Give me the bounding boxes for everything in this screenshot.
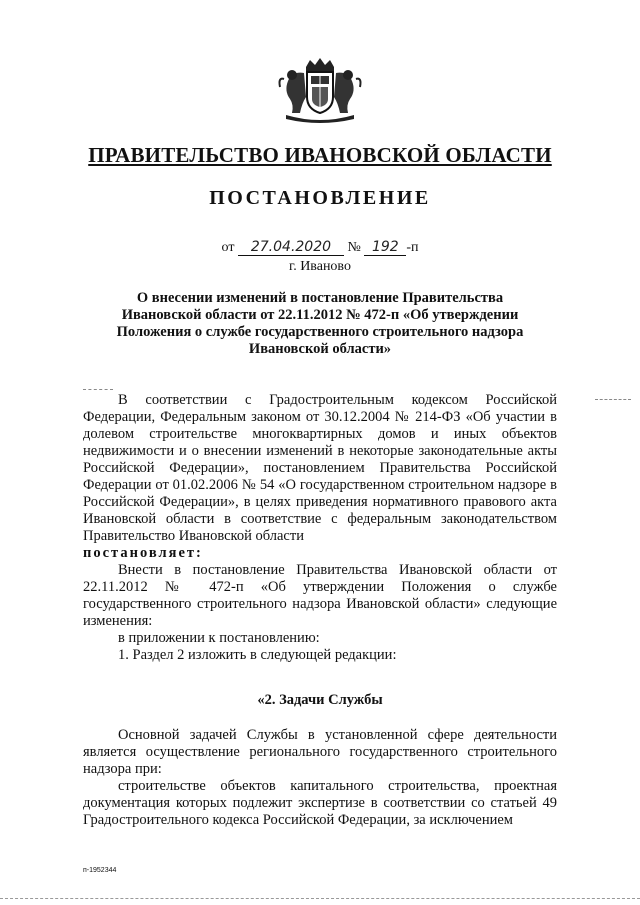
dateline (0, 240, 640, 256)
document-title: О внесении изменений в постановление Правительства Ивановской области от 22.11.2012 № 472-п «Об утверждении Положения о службе государственного строительного надзора Ивановской области» (116, 290, 524, 357)
scan-artifact-dash-bottom (0, 898, 640, 899)
document-type: ПОСТАНОВЛЕНИЕ (209, 187, 431, 209)
scan-artifact-dash-right (595, 399, 631, 400)
handwritten-number: 192 (364, 240, 406, 256)
handwritten-date: 27.04.2020 (238, 240, 344, 256)
paragraph-keyword (83, 545, 557, 562)
paragraph-preamble (83, 392, 557, 545)
city-name: г. Иваново (289, 259, 351, 274)
section-body (83, 727, 557, 829)
number-label: № (347, 240, 361, 255)
scan-artifact-dash-left (83, 389, 113, 390)
coat-of-arms-emblem (270, 57, 370, 125)
government-name: ПРАВИТЕЛЬСТВО ИВАНОВСКОЙ ОБЛАСТИ (88, 143, 552, 167)
number-suffix: -п (406, 240, 419, 255)
section-heading: «2. Задачи Службы (257, 692, 383, 708)
section-paragraph-2: строительстве объектов капитального строительства, проектная документация которых подлежит экспертизе в соответствии со статьей 49 Градостроительного кодекса Российской Федерации, за исключением (83, 778, 557, 828)
paragraph-amendment: Внести в постановление Правительства Ивановской области от 22.11.2012 № 472-п «Об утверждении Положения о службе государственного строительного надзора Ивановской области» следующие изменения: (83, 562, 557, 629)
document-body (83, 392, 557, 664)
preamble-text: В соответствии с Градостроительным кодексом Российской Федерации, Федеральным законом от 30.12.2004 № 214-ФЗ «Об участии в долевом строительстве многоквартирных домов и иных объектов недвижимости и о внесении изменений в некоторые законодательные акты Российской Федерации», постановлением Правительства Российской Федерации от 01.02.2006 № 54 «О государственном строительном надзоре в Российской Федерации», в целях приведения нормативного правового акта Ивановской области в соответствие с федеральным законодательством Правительство Ивановской области (83, 392, 557, 544)
resolves-keyword: постановляет: (83, 545, 203, 561)
date-from-label: от (221, 240, 235, 255)
paragraph-annex: в приложении к постановлению: (118, 630, 320, 646)
footer-code: п-1952344 (83, 867, 117, 874)
section-paragraph-1: Основной задачей Службы в установленной сфере деятельности является осуществление регионального государственного строительного надзора при: (83, 727, 557, 777)
paragraph-item-1: 1. Раздел 2 изложить в следующей редакции: (118, 647, 397, 663)
